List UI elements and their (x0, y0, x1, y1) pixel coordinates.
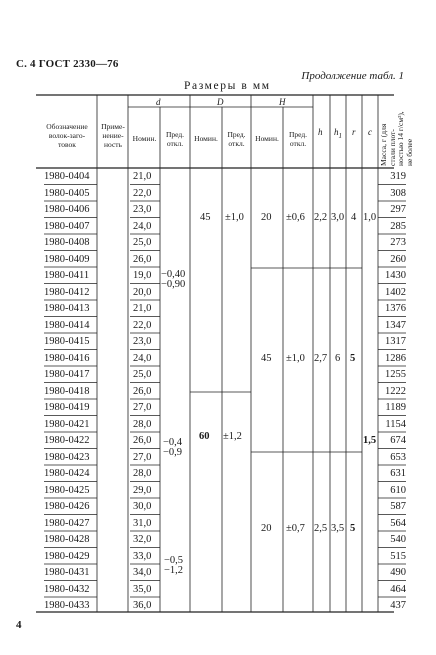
designation-cell: 1980-0424 (44, 468, 90, 479)
mass-cell: 1154 (385, 418, 406, 430)
header-d: d (156, 97, 161, 107)
header-r: r (352, 127, 356, 137)
designation-cell: 1980-0407 (44, 220, 90, 232)
designation-cell: 1980-0405 (44, 187, 90, 199)
d-nominal-cell: 23,0 (133, 336, 152, 347)
header-mass: Масса, г (для стали плот- ностью 14 г/см³), не более (379, 111, 414, 166)
header-h1: $h_1$ (334, 127, 342, 140)
designation-cell: 1980-0415 (44, 336, 90, 347)
mass-cell: 631 (390, 468, 406, 479)
c-value-2: 1,5 (363, 435, 377, 446)
designation-cell: 1980-0429 (44, 550, 90, 562)
d-nominal-cell: 26,0 (133, 253, 152, 265)
designation-cell: 1980-0425 (44, 484, 90, 496)
d-nominal-cell: 30,0 (133, 501, 152, 512)
h1-value-1: 3,0 (331, 212, 345, 223)
designation-cell: 1980-0406 (44, 204, 90, 215)
mass-cell: 490 (390, 567, 406, 578)
D-nominal-2: 60 (199, 431, 210, 442)
header-H: H (279, 97, 286, 107)
mass-cell: 260 (390, 253, 406, 265)
mass-cell: 564 (390, 517, 406, 529)
designation-cell: 1980-0416 (44, 352, 90, 364)
designation-cell: 1980-0432 (44, 583, 90, 595)
h-value-3: 2,5 (314, 523, 328, 534)
d-nominal-cell: 36,0 (133, 600, 152, 611)
d-nominal-cell: 24,0 (133, 220, 152, 232)
d-nominal-cell: 32,0 (133, 534, 152, 545)
h-value-1: 2,2 (314, 212, 328, 223)
d-deviation-group-1: −0,40 (161, 269, 186, 280)
d-nominal-cell: 26,0 (133, 385, 152, 397)
mass-cell: 674 (390, 435, 406, 446)
designation-cell: 1980-0423 (44, 451, 90, 463)
h-value-2: 2,7 (314, 353, 328, 364)
table-caption: Размеры в мм (184, 80, 271, 92)
designation-cell: 1980-0412 (44, 286, 90, 298)
d-nominal-cell: 33,0 (133, 550, 152, 562)
d-nominal-cell: 22,0 (133, 319, 152, 331)
H-nominal-3: 20 (261, 523, 272, 534)
D-deviation-1: ±1,0 (225, 212, 244, 223)
designation-cell: 1980-0418 (44, 385, 90, 397)
d-nominal-cell: 28,0 (133, 418, 152, 430)
d-deviation-group-1b: −0,90 (161, 279, 186, 290)
header-note: Приме- нение- ность (101, 122, 125, 149)
header-h: h (318, 127, 323, 137)
H-nominal-1: 20 (261, 212, 272, 223)
header-D-deviation: Пред. откл. (227, 130, 246, 148)
mass-cell: 1402 (385, 286, 406, 298)
mass-cell: 319 (390, 171, 406, 182)
mass-cell: 1255 (385, 369, 406, 380)
h1-value-2: 6 (335, 353, 341, 364)
designation-cell: 1980-0408 (44, 237, 90, 248)
d-nominal-cell: 34,0 (133, 567, 152, 578)
mass-cell: 464 (390, 583, 406, 595)
H-nominal-2: 45 (261, 353, 272, 364)
designation-cell: 1980-0433 (44, 600, 90, 611)
designation-cell: 1980-0419 (44, 402, 90, 413)
H-deviation-2: ±1,0 (286, 353, 305, 364)
designation-cell: 1980-0421 (44, 418, 90, 430)
r-value-3: 5 (350, 523, 356, 534)
d-nominal-cell: 25,0 (133, 237, 152, 248)
d-nominal-cell: 25,0 (133, 369, 152, 380)
continuation-label: Продолжение табл. 1 (301, 70, 404, 82)
h1-value-3: 3,5 (331, 523, 345, 534)
designation-cell: 1980-0426 (44, 501, 90, 512)
designation-cell: 1980-0431 (44, 567, 90, 578)
mass-cell: 653 (390, 451, 406, 463)
d-nominal-cell: 21,0 (133, 303, 152, 314)
H-deviation-3: ±0,7 (286, 523, 305, 534)
d-deviation-group-3: −0,5 (164, 555, 184, 566)
header-d-nominal: Номин. (132, 134, 157, 143)
d-deviation-group-3b: −1,2 (164, 565, 184, 576)
designation-cell: 1980-0417 (44, 369, 90, 380)
mass-cell: 1286 (385, 352, 406, 364)
d-deviation-group-2b: −0,9 (163, 447, 183, 458)
mass-cell: 273 (390, 237, 406, 248)
d-nominal-cell: 35,0 (133, 583, 152, 595)
designation-cell: 1980-0427 (44, 517, 90, 529)
D-deviation-2: ±1,2 (223, 431, 242, 442)
mass-cell: 1430 (385, 270, 406, 281)
D-nominal-1: 45 (200, 212, 211, 223)
mass-cell: 1222 (385, 385, 406, 397)
designation-cell: 1980-0414 (44, 319, 90, 331)
mass-cell: 437 (390, 600, 406, 611)
mass-cell: 1347 (385, 319, 406, 331)
designation-cell: 1980-0411 (44, 270, 90, 281)
mass-cell: 1376 (385, 303, 406, 314)
d-nominal-cell: 24,0 (133, 352, 152, 364)
mass-cell: 1317 (385, 336, 406, 347)
header-D: D (217, 97, 224, 107)
designation-cell: 1980-0422 (44, 435, 90, 446)
d-nominal-cell: 31,0 (133, 517, 152, 529)
H-deviation-1: ±0,6 (286, 212, 305, 223)
mass-cell: 1189 (385, 402, 406, 413)
header-d-deviation: Пред. откл. (165, 130, 185, 148)
page-number: 4 (16, 619, 22, 631)
d-nominal-cell: 23,0 (133, 204, 152, 215)
d-nominal-cell: 20,0 (133, 286, 152, 298)
header-D-nominal: Номин. (194, 134, 218, 143)
designation-cell: 1980-0413 (44, 303, 90, 314)
c-value-1: 1,0 (363, 212, 377, 223)
header-c: c (368, 127, 372, 137)
d-deviation-group-2: −0,4 (163, 437, 183, 448)
mass-cell: 515 (390, 550, 406, 562)
d-nominal-cell: 28,0 (133, 468, 152, 479)
d-nominal-cell: 29,0 (133, 484, 152, 496)
mass-cell: 540 (390, 534, 406, 545)
d-nominal-cell: 21,0 (133, 171, 152, 182)
d-nominal-cell: 22,0 (133, 187, 152, 199)
d-nominal-cell: 27,0 (133, 451, 152, 463)
r-value-2: 5 (350, 353, 356, 364)
designation-cell: 1980-0409 (44, 253, 90, 265)
header-designation: Обозначение волок-заго- товок (46, 122, 88, 149)
designation-cell: 1980-0404 (44, 171, 90, 182)
mass-cell: 587 (390, 501, 406, 512)
mass-cell: 308 (390, 187, 406, 199)
mass-cell: 297 (390, 204, 406, 215)
designation-cell: 1980-0428 (44, 534, 90, 545)
d-nominal-cell: 27,0 (133, 402, 152, 413)
mass-cell: 285 (390, 220, 406, 232)
header-H-deviation: Пред. откл. (288, 130, 308, 148)
page-header: С. 4 ГОСТ 2330—76 (16, 58, 119, 70)
mass-cell: 610 (390, 484, 406, 496)
d-nominal-cell: 26,0 (133, 435, 152, 446)
r-value-1: 4 (351, 212, 357, 223)
header-H-nominal: Номин. (255, 134, 279, 143)
d-nominal-cell: 19,0 (133, 270, 152, 281)
